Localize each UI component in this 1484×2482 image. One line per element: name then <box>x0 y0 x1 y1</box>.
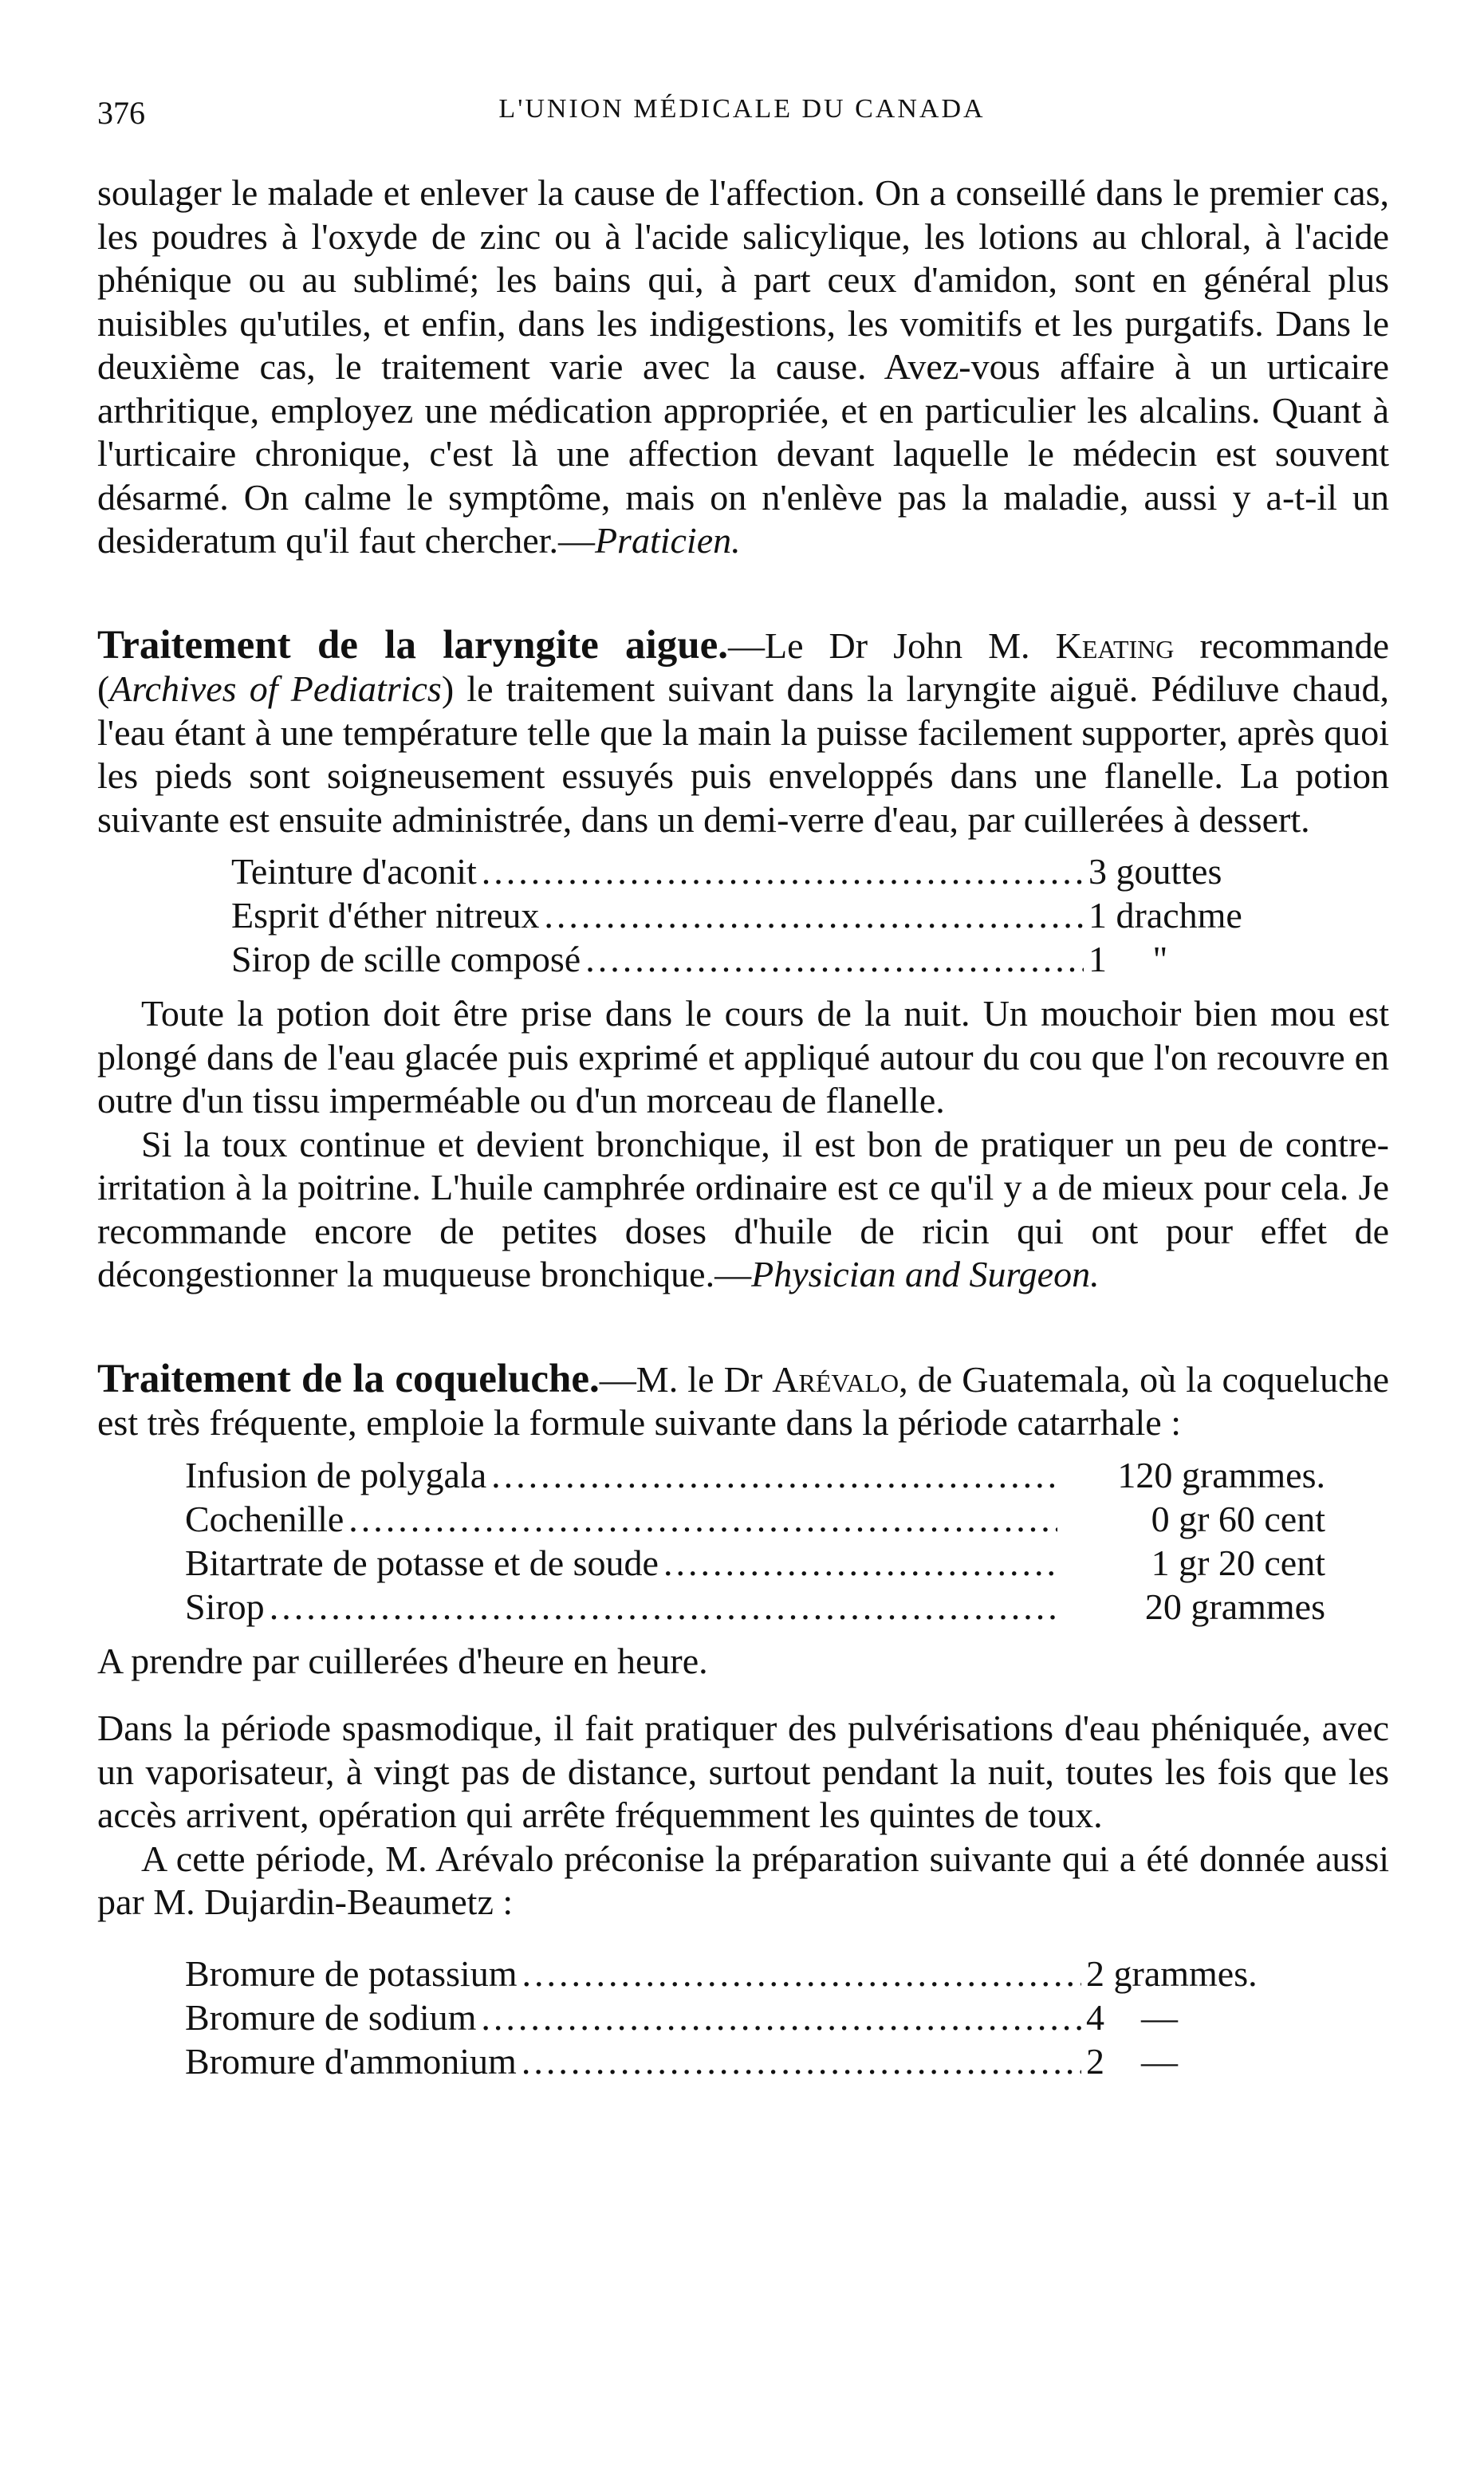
intro-text: soulager le malade et enlever la cause de l'affection. On a conseillé dans le premier cas, les poudres à l'oxyde de zinc ou à l'acide salicylique, les lotions au chloral, à l'acide phénique ou au sublimé; les bains qui, à part ceux d'amidon, sont en général plus nuisibles qu'utiles, et enfin, dans les indigestions, les vomitifs et les purgatifs. Dans le deuxième cas, le traitement varie avec la cause. Avez-vous affaire à un urticaire arthritique, employez une médication appropriée, et en particulier les alcalins. Quant à l'urticaire chronique, c'est là une affection devant laquelle le médecin est souvent désarmé. On calme le symptôme, mais on n'enlève pas la maladie, aussi y a-t-il un desideratum qu'il faut chercher.— <box>97 172 1389 561</box>
coqueluche-paragraph-2: Dans la période spasmodique, il fait pratiquer des pulvérisations d'eau phéniquée, avec un vaporisateur, à vingt pas de distance, surtout pendant la nuit, toutes les fois que les accès arrivent, opération qui arrête fréquemment les quintes de toux. <box>97 1708 1389 1835</box>
recipe-line: Bitartrate de potasse et de soude ..... 1 gr 20 cent <box>185 1541 1325 1585</box>
laryngite-paragraph-2: Toute la potion doit être prise dans le cours de la nuit. Un mouchoir bien mou est plongé dans de l'eau glacée puis exprimé et appliqué autour du cou que l'on recouvre en outre d'un tissu imperméable ou d'un morceau de flanelle. <box>97 993 1389 1121</box>
coqueluche-recipe <box>185 1453 1325 1629</box>
laryngite-paragraph-3: Si la toux continue et devient bronchique, il est bon de pratiquer un peu de contre-irritation à la poitrine. L'huile camphrée ordinaire est ce qu'il y a de mieux pour cela. Je recommande encore de petites doses d'huile de ricin qui ont pour effet de décongestionner la muqueuse bronchique.—Physician and Surgeon. <box>97 1123 1389 1294</box>
recipe-line: Sirop ..... 20 grammes <box>185 1585 1325 1629</box>
recipe-line: Bromure de potassium ..... 2 grammes. <box>185 1952 1325 1995</box>
page-body <box>97 171 1389 2094</box>
laryngite-paragraph-1: Traitement de la laryngite aigue.—Le Dr John M. Keating recommande (Archives of Pediatrics) le traitement suivant dans la laryngite aiguë. Pédiluve chaud, l'eau étant à une température telle que la main la puisse facilement supporter, après quoi les pieds sont soigneusement essuyés puis enveloppés dans une flanelle. La potion suivante est ensuite administrée, dans un demi-verre d'eau, par cuillerées à dessert. <box>97 622 1390 840</box>
recipe-line: Cochenille ..... 0 gr 60 cent <box>185 1497 1325 1541</box>
laryngite-source: Physician and Surgeon. <box>751 1254 1100 1294</box>
bromure-recipe <box>185 1952 1325 2083</box>
laryngite-recipe <box>231 849 1312 981</box>
recipe-line: Esprit d'éther nitreux ..... 1 drachme <box>231 893 1312 937</box>
recipe-line: Bromure de sodium ..... 4 — <box>185 1995 1325 2039</box>
page-number: 376 <box>97 95 145 131</box>
intro-paragraph <box>97 171 1389 563</box>
laryngite-journal: Archives of Pediatrics <box>109 668 442 709</box>
coqueluche-paragraph-1: Traitement de la coqueluche.—M. le Dr Arévalo, de Guatemala, où la coqueluche est très fréquente, emploie la formule suivante dans la période catarrhale : <box>97 1356 1390 1443</box>
coqueluche-heading: Traitement de la coqueluche. <box>97 1356 600 1401</box>
laryngite-author: Keating <box>1055 624 1175 666</box>
coqueluche-author: Arévalo <box>772 1358 899 1400</box>
coqueluche-dosage-note: A prendre par cuillerées d'heure en heure. <box>97 1640 708 1681</box>
running-title: L'UNION MÉDICALE DU CANADA <box>498 94 986 124</box>
laryngite-heading: Traitement de la laryngite aigue. <box>97 622 728 668</box>
coqueluche-paragraph-3: A cette période, M. Arévalo préconise la préparation suivante qui a été donnée aussi par M. Dujardin-Beaumetz : <box>97 1838 1389 1922</box>
intro-source: Praticien. <box>594 520 741 561</box>
page-header <box>97 94 1387 142</box>
recipe-line: Teinture d'aconit ..... 3 gouttes <box>231 849 1312 893</box>
recipe-line: Infusion de polygala ..... 120 grammes. <box>185 1453 1325 1497</box>
recipe-line: Bromure d'ammonium ..... 2 — <box>185 2039 1325 2083</box>
recipe-line: Sirop de scille composé ..... 1 " <box>231 937 1312 981</box>
